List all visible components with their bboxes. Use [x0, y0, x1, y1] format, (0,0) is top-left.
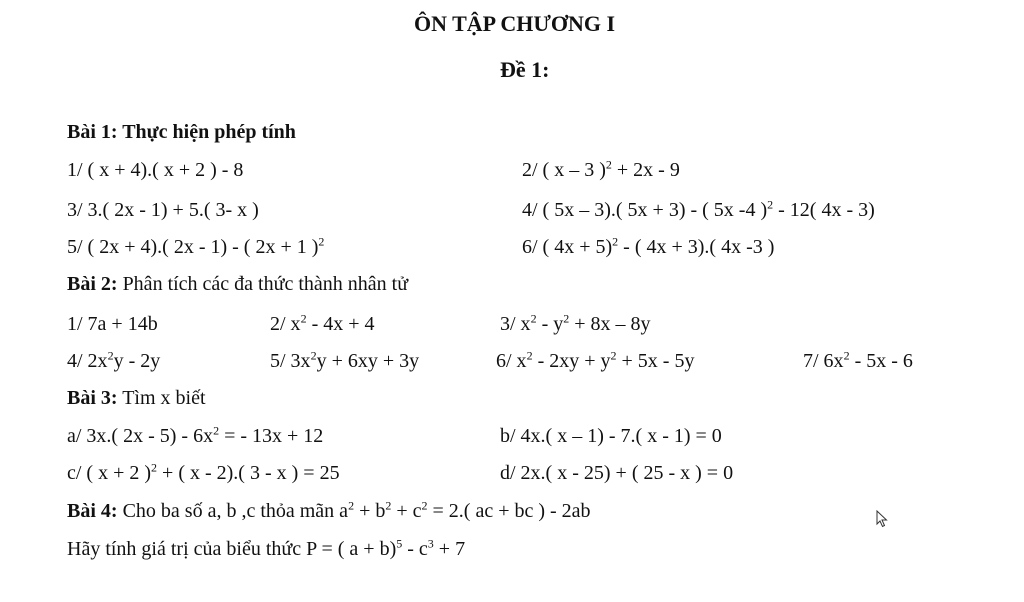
bai2-item-1: 1/ 7a + 14b — [67, 313, 158, 335]
bai1-item-6: 6/ ( 4x + 5)$^2$ - ( 4x + 3).( 4x -3 ) — [522, 234, 775, 258]
exam-subtitle: Đề 1: — [500, 57, 550, 82]
bai3-heading-text: Tìm x biết — [117, 387, 206, 409]
bai4-heading-text: Cho ba số a, b ,c thỏa mãn a — [117, 500, 349, 522]
mouse-cursor-icon — [876, 510, 888, 528]
bai3-heading — [67, 386, 206, 410]
bai3-label: Bài 3: — [67, 387, 118, 409]
bai4-question: Hãy tính giá trị của biểu thức P = ( $a + b)^5 - c^3 + 7$ — [67, 536, 466, 560]
bai3-item-b: b/ 4x.( x – 1) - 7.( x - 1) = 0 — [500, 425, 722, 447]
bai2-heading — [67, 272, 408, 296]
bai1-heading — [67, 120, 296, 144]
bai1-label: Bài 1: — [67, 121, 118, 143]
bai1-item-4: 4/ ( 5x – 3).( 5x + 3) - ( 5x -4 )$^2$ - 12( 4x - 3) — [522, 197, 875, 221]
bai2-label: Bài 2: — [67, 273, 118, 295]
bai2-item-2: 2/ $x^2 - 4x + 4$ — [270, 311, 375, 335]
bai4-label: Bài 4: — [67, 500, 118, 522]
bai2-item-3: 3/ $x^2 - y^2 + 8x - 8y$ — [500, 311, 651, 335]
bai2-item-7: 7/ $6x^2 - 5x - 6$ — [803, 348, 913, 372]
bai2-item-6: 6/ $x^2 - 2xy + y^2 + 5x - 5y$ — [496, 348, 695, 372]
bai1-item-3: 3/ 3.( 2x - 1) + 5.( 3- x ) — [67, 199, 259, 221]
bai3-item-c: c/ ( x + 2 )$^2$ + ( x - 2).( 3 - x ) = 25 — [67, 460, 340, 484]
page-title: ÔN TẬP CHƯƠNG I — [414, 11, 616, 36]
bai3-item-d: d/ 2x.( x - 25) + ( 25 - x ) = 0 — [500, 462, 734, 484]
bai1-item-2: 2/ ( x – 3 )$^2$ + 2x - 9 — [522, 157, 680, 181]
bai1-item-5: 5/ ( 2x + 4).( 2x - 1) - ( 2x + 1 )$^2$ — [67, 234, 325, 258]
bai1-heading-text: Thực hiện phép tính — [117, 121, 296, 143]
bai2-item-5: 5/ $3x^2y + 6xy + 3y$ — [270, 348, 420, 372]
bai2-item-4: 4/ $2x^2y - 2y$ — [67, 348, 161, 372]
bai3-item-a: a/ 3x.( $2x - 5) - 6x^2$ = - 13x + 12 — [67, 423, 324, 447]
bai1-item-1: 1/ ( x + 4).( x + 2 ) - 8 — [67, 159, 244, 181]
bai2-heading-text: Phân tích các đa thức thành nhân tử — [117, 273, 409, 295]
bai4-heading: Bài 4: Cho ba số a, b ,c thỏa mãn $a^2 + b^2 + c^2 = 2$.( ac + bc ) - 2ab — [67, 498, 591, 522]
